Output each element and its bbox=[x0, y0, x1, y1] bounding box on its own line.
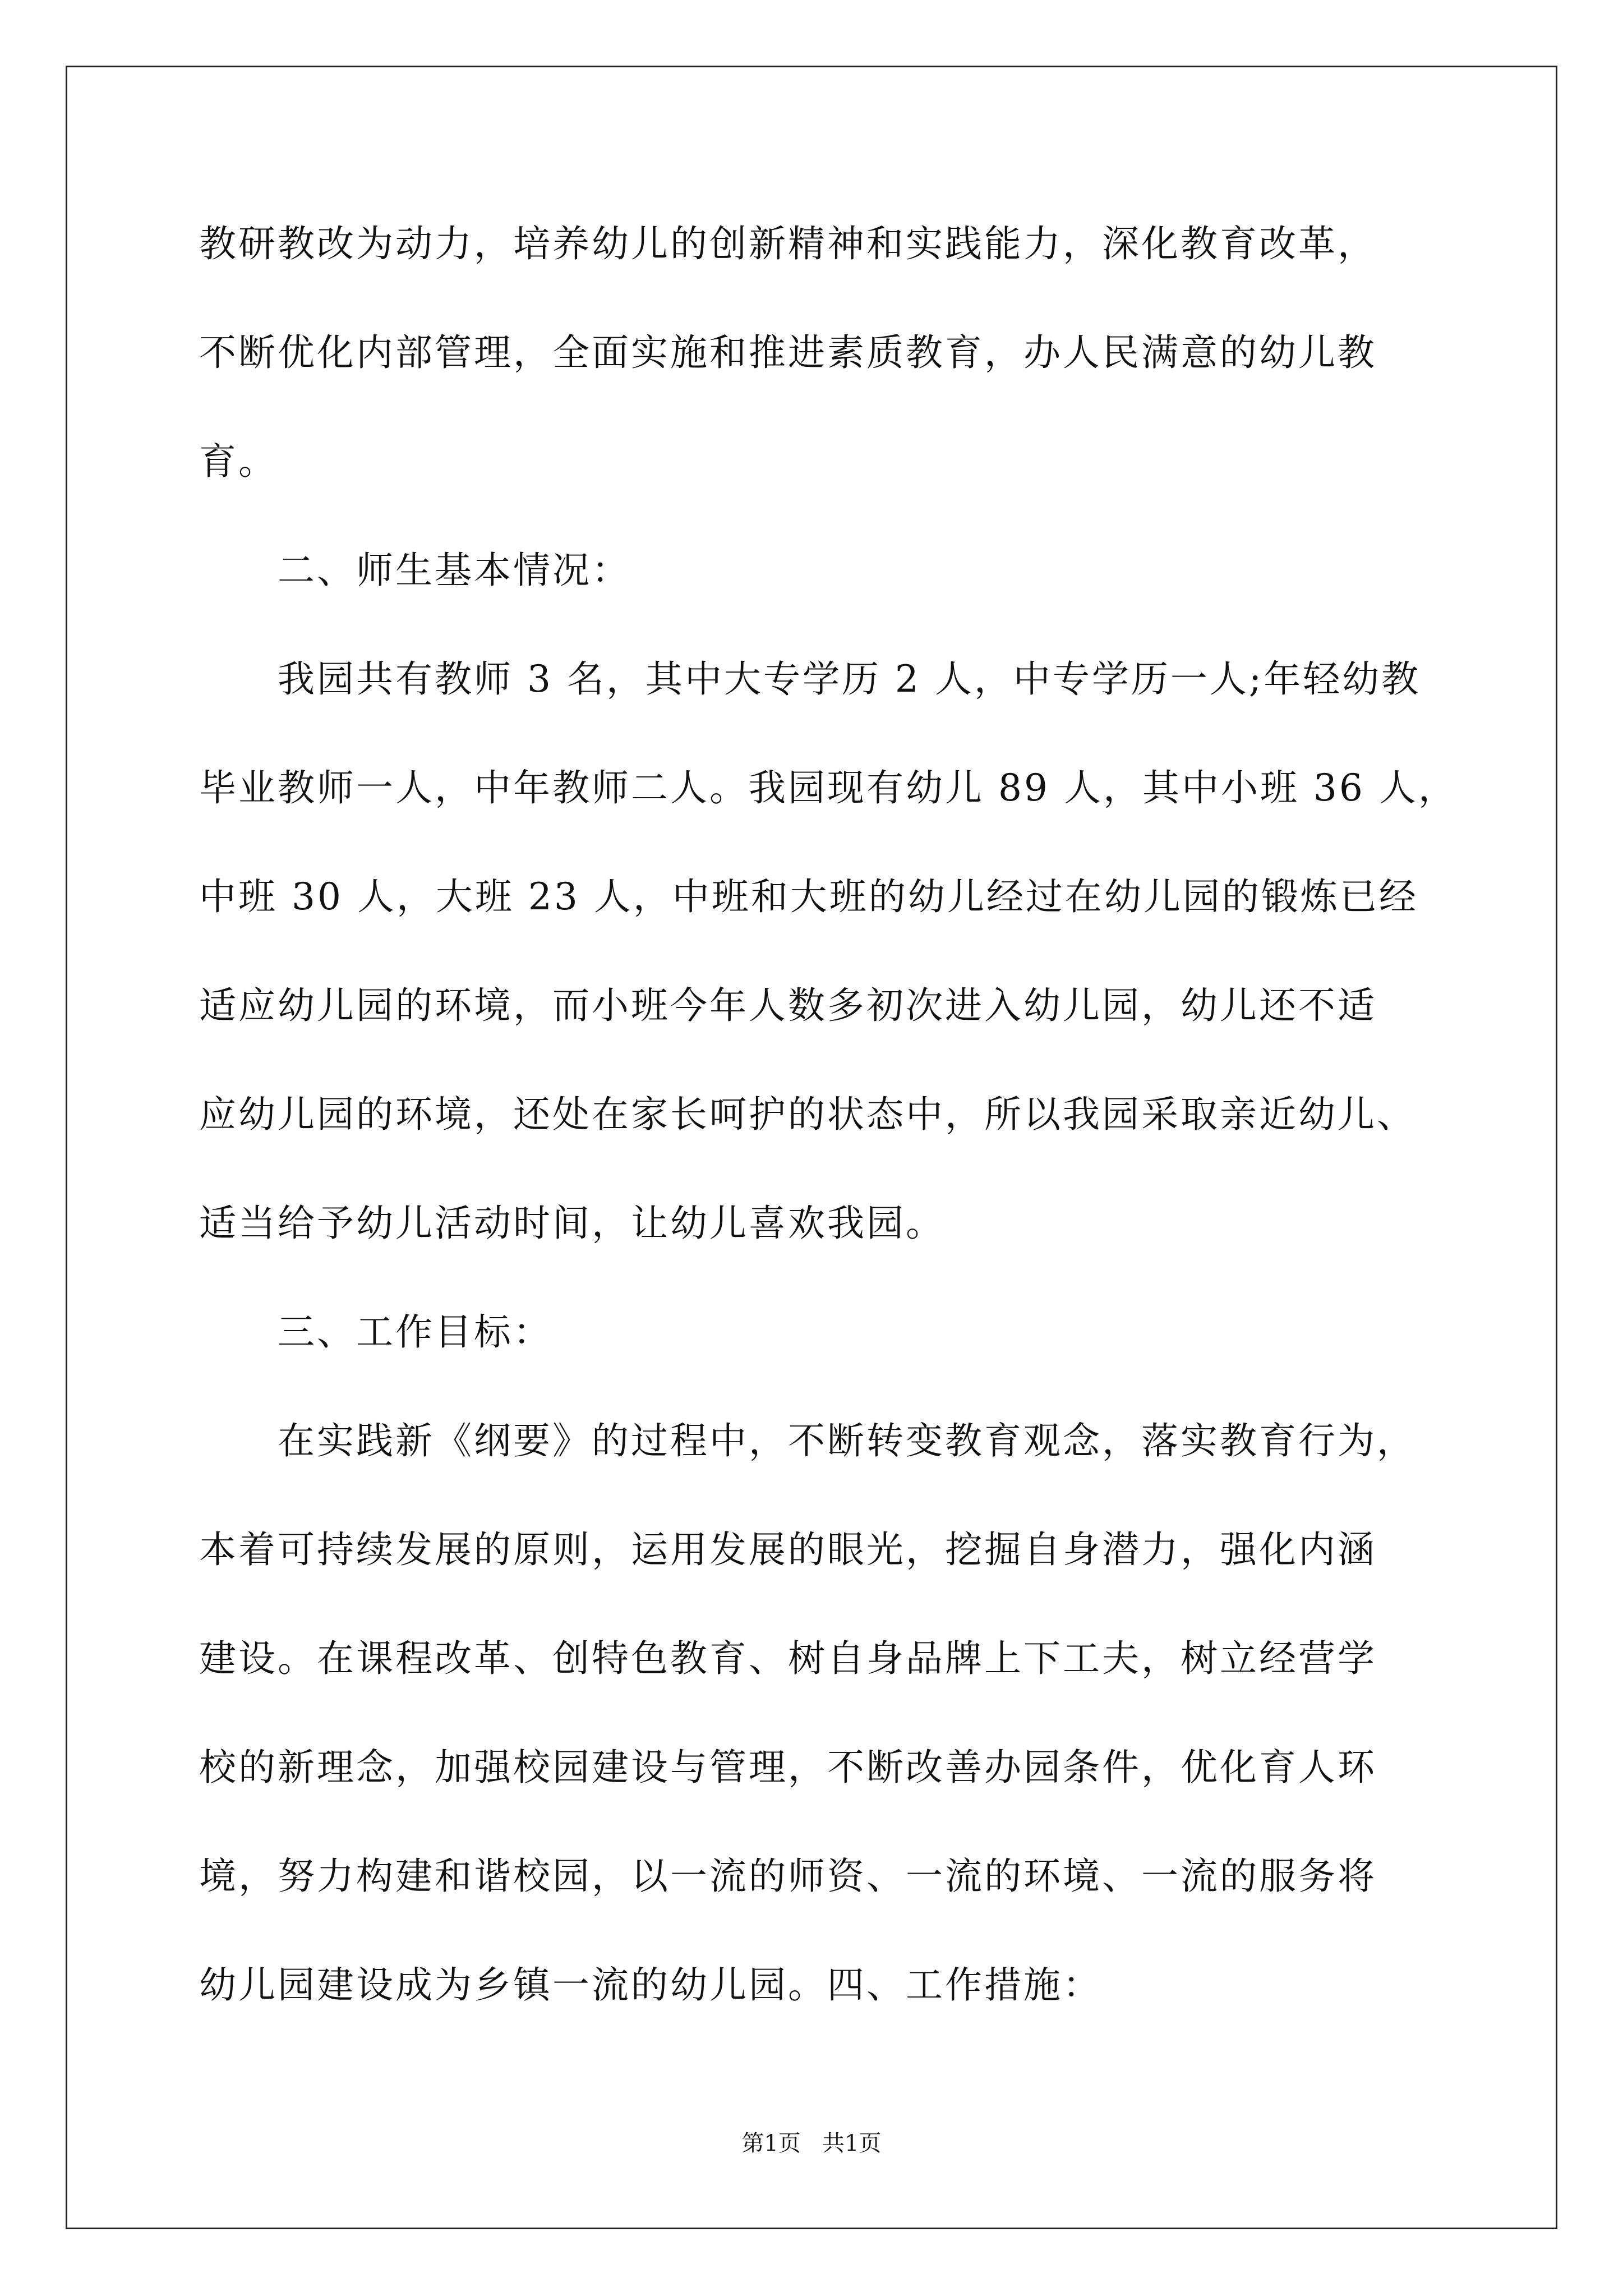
page-number: 第1页 共1页 bbox=[741, 2131, 882, 2156]
body-line-14: 建设。在课程改革、创特色教育、树自身品牌上下工夫，树立经营学 bbox=[199, 1637, 1377, 1680]
section-heading-3: 三、工作目标： bbox=[278, 1310, 552, 1354]
section-heading-2: 二、师生基本情况： bbox=[278, 549, 631, 592]
body-line-16: 境，努力构建和谐校园，以一流的师资、一流的环境、一流的服务将 bbox=[199, 1855, 1377, 1898]
body-line-7: 中班 30 人，大班 23 人，中班和大班的幼儿经过在幼儿园的锻炼已经 bbox=[199, 875, 1418, 918]
body-line-1: 教研教改为动力，培养幼儿的创新精神和实践能力，深化教育改革， bbox=[199, 222, 1377, 265]
body-line-8: 适应幼儿园的环境，而小班今年人数多初次进入幼儿园，幼儿还不适 bbox=[199, 984, 1377, 1027]
body-line-3: 育。 bbox=[199, 440, 278, 483]
body-line-12: 在实践新《纲要》的过程中，不断转变教育观念，落实教育行为， bbox=[278, 1419, 1416, 1462]
body-line-9: 应幼儿园的环境，还处在家长呵护的状态中，所以我园采取亲近幼儿、 bbox=[199, 1093, 1416, 1136]
body-line-5: 我园共有教师 3 名，其中大专学历 2 人，中专学历一人;年轻幼教 bbox=[278, 657, 1421, 701]
body-line-13: 本着可持续发展的原则，运用发展的眼光，挖掘自身潜力，强化内涵 bbox=[199, 1528, 1377, 1571]
body-line-17: 幼儿园建设成为乡镇一流的幼儿园。四、工作措施： bbox=[199, 1963, 1102, 2007]
body-line-10: 适当给予幼儿活动时间，让幼儿喜欢我园。 bbox=[199, 1202, 945, 1245]
body-line-6: 毕业教师一人，中年教师二人。我园现有幼儿 89 人，其中小班 36 人， bbox=[199, 766, 1458, 809]
body-line-2: 不断优化内部管理，全面实施和推进素质教育，办人民满意的幼儿教 bbox=[199, 331, 1377, 374]
body-line-15: 校的新理念，加强校园建设与管理，不断改善办园条件，优化育人环 bbox=[199, 1746, 1377, 1789]
page-border bbox=[66, 66, 1557, 2229]
